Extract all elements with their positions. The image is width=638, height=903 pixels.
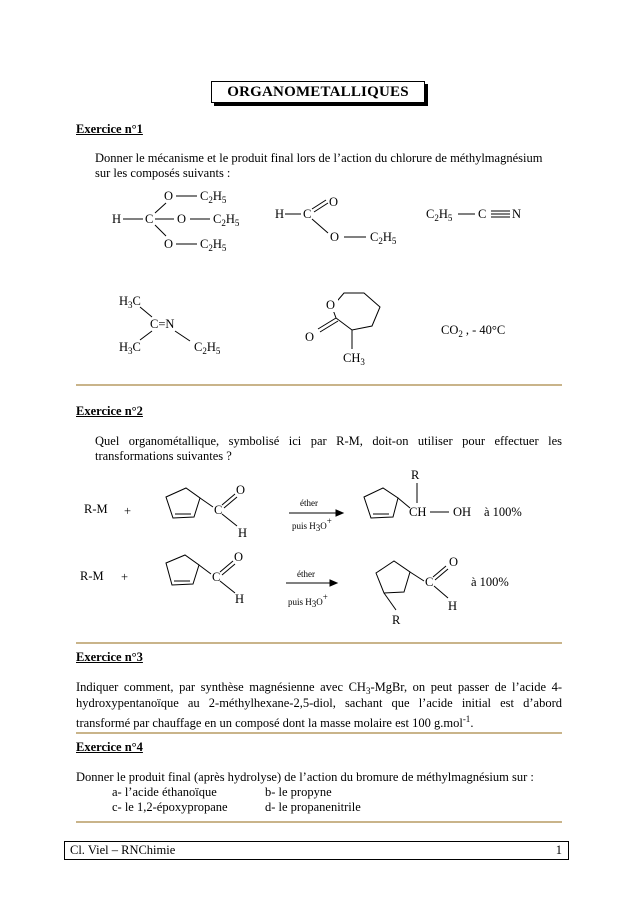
exercise-4-item-d: d- le propanenitrile xyxy=(265,800,361,814)
methyl-label: $H_3C$ xyxy=(119,294,141,310)
c-atom: C xyxy=(212,570,221,584)
exercise-3-line-3: transformé par chauffage en un composé dont la masse molaire est 100 g.mol$^{-1}$. xyxy=(76,714,474,730)
footer-author: Cl. Viel – RNChimie xyxy=(70,843,176,857)
solvent-label: éther xyxy=(297,569,315,579)
exercise-4-item-a: a- l’acide éthanoïque xyxy=(112,785,217,799)
ring-o-atom: O xyxy=(326,298,336,312)
o-atom: O xyxy=(234,550,244,564)
o-atom: O xyxy=(449,555,459,569)
h-atom: H xyxy=(448,599,458,613)
section-divider xyxy=(76,642,562,644)
ethyl-label: $C_2H_5$ xyxy=(426,207,453,223)
ethyl-label: $C_2H_5$ xyxy=(213,212,240,228)
r-group: R xyxy=(392,613,401,627)
exercise-3-line-2: hydroxypentanoïque au 2-méthylhexane-2,5-diol, sachant que l’acide initial est d’abord xyxy=(76,696,562,710)
exercise-3-heading: Exercice n°3 xyxy=(76,650,143,664)
workup-label: puis H3O+ xyxy=(292,516,332,533)
ethyl-label: $C_2H_5$ xyxy=(200,189,227,205)
o-atom: O xyxy=(164,189,174,203)
imine-core: C=N xyxy=(150,317,175,331)
exercise-4-heading: Exercice n°4 xyxy=(76,740,143,754)
o-atom: O xyxy=(236,483,246,497)
section-divider xyxy=(76,732,562,734)
exercise-4-intro: Donner le produit final (après hydrolyse) de l’action du bromure de méthylmagnésium sur : xyxy=(76,770,534,784)
h-atom: H xyxy=(238,526,248,540)
c-atom: C xyxy=(214,503,223,517)
ethyl-label: $C_2H_5$ xyxy=(200,237,227,253)
oh-group: OH xyxy=(453,505,472,519)
reaction-2 xyxy=(80,550,509,627)
svg-text:CO2, - 40°C: $CO_2$ , - 40°C xyxy=(441,323,506,339)
exercise-1-heading: Exercice n°1 xyxy=(76,122,143,136)
page-number: 1 xyxy=(555,843,562,857)
c-atom: C xyxy=(303,207,312,221)
ethyl-label: $C_2H_5$ xyxy=(194,340,221,356)
yield-label: à 100% xyxy=(471,575,509,589)
exercise-2-heading: Exercice n°2 xyxy=(76,404,143,418)
page-title: ORGANOMETALLIQUES xyxy=(211,81,425,103)
rm-label: R-M xyxy=(80,569,104,583)
yield-label: à 100% xyxy=(484,505,522,519)
exercise-4-item-b: b- le propyne xyxy=(265,785,332,799)
methyl-label: $H_3C$ xyxy=(119,340,141,356)
rm-label: R-M xyxy=(84,502,108,516)
methyl-label: $CH_3$ xyxy=(343,351,365,367)
plus-sign: + xyxy=(124,504,132,518)
exercise-2-line-2: transformations suivantes ? xyxy=(95,449,232,463)
solvent-label: éther xyxy=(300,498,318,508)
h-atom: H xyxy=(235,592,245,606)
workup-label: puis H3O+ xyxy=(288,592,328,609)
o-atom: O xyxy=(330,230,340,244)
section-divider xyxy=(76,821,562,823)
o-atom: O xyxy=(177,212,187,226)
exercise-4-item-c: c- le 1,2-époxypropane xyxy=(112,800,228,814)
exercise-2-line-1: Quel organométallique, symbolisé ici par R-M, doit-on utiliser pour effectuer les xyxy=(95,434,562,448)
exercise-1-line-1: Donner le mécanisme et le produit final lors de l’action du chlorure de méthylmagnésium xyxy=(95,151,543,165)
plus-sign: + xyxy=(121,570,129,584)
exercise-1-line-2: sur les composés suivants : xyxy=(95,166,231,180)
carbonyl-o-atom: O xyxy=(305,330,315,344)
c-atom: C xyxy=(478,207,487,221)
c-atom: C xyxy=(425,575,434,589)
page-footer xyxy=(64,841,569,860)
o-atom: O xyxy=(329,195,339,209)
n-atom: N xyxy=(512,207,522,221)
exercise-3-line-1: Indiquer comment, par synthèse magnésienne avec $CH_3$-MgBr, on peut passer de l’acide 4- xyxy=(76,680,562,696)
o-atom: O xyxy=(164,237,174,251)
h-atom: H xyxy=(275,207,285,221)
h-atom: H xyxy=(112,212,122,226)
r-group: R xyxy=(411,468,420,482)
c-atom: C xyxy=(145,212,154,226)
ch-atom: CH xyxy=(409,505,427,519)
reaction-1 xyxy=(84,468,522,540)
ethyl-label: $C_2H_5$ xyxy=(370,230,397,246)
